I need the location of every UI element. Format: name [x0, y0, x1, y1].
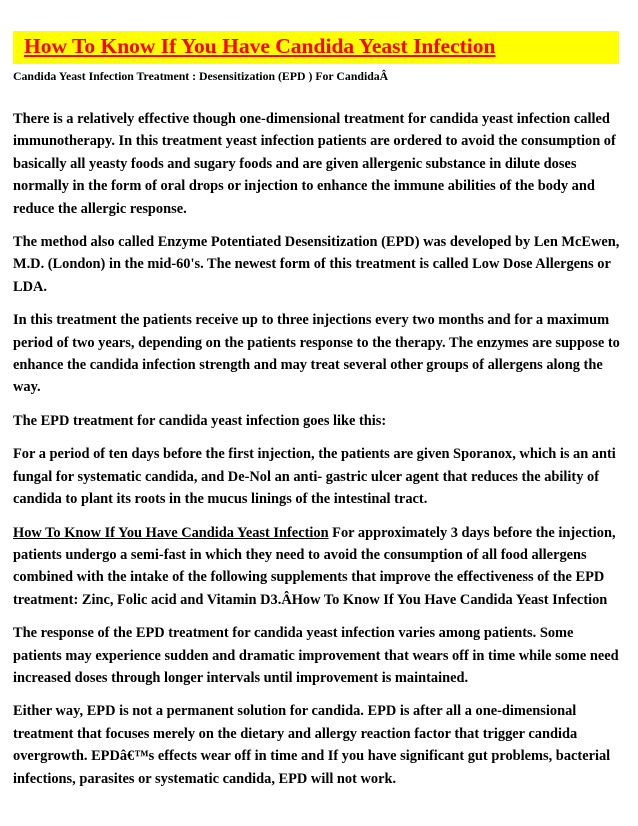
paragraph-response: The response of the EPD treatment for candida yeast infection varies among patients. Some patients may experience sudden and dramatic improvement that wears off in time while some need increased doses through longer intervals until improvement is maintained. — [13, 625, 619, 686]
semi-fast-text: For approximately 3 days before the injection, patients undergo a semi-fast in which they need to avoid the consumption of all food allergens combined with the intake of the following supplements that improve the effectiveness of the EPD treatment: Zinc, Folic acid and Vitamin D3.ÂHow To Know If You Have Candida Yeast Infection — [13, 524, 616, 608]
paragraph-semi-fast — [13, 522, 625, 612]
paragraph-sporanox: For a period of ten days before the first injection, the patients are given Sporanox, which is an anti fungal for systematic candida, and De-Nol an anti- gastric ulcer agent that reduces the ability of candida to plant its roots in the mucus linings of the intestinal tract. — [13, 446, 616, 508]
paragraph-conclusion: Either way, EPD is not a permanent solution for candida. EPD is after all a one-dimensional treatment that focuses merely on the dietary and allergy reaction factor that trigger candida overgrowth. EPDâ€™s effects wear off in time and If you have significant gut problems, bacterial infections, parasites or systematic candida, EPD will not work. — [13, 703, 611, 787]
article-body — [13, 108, 625, 801]
paragraph-immunotherapy: There is a relatively effective though one-dimensional treatment for candida yeast infection called immunotherapy. In this treatment yeast infection patients are ordered to avoid the consumption of basically all yeasty foods and sugary foods and are given allergenic substance in dilute doses normally in the form of oral drops or injection to enhance the immune abilities of the body and reduce the allergic response. — [13, 111, 616, 217]
page-title: How To Know If You Have Candida Yeast Infection — [24, 34, 496, 58]
candida-article-link[interactable]: How To Know If You Have Candida Yeast Infection — [13, 524, 329, 541]
paragraph-injections: In this treatment the patients receive up to three injections every two months and for a maximum period of two years, depending on the patients response to the therapy. The enzymes are suppose to enhance the candida infection strength and may treat several other groups of allergens along the way. — [13, 312, 620, 396]
page-subtitle: Candida Yeast Infection Treatment : Desensitization (EPD ) For CandidaÂ — [13, 69, 389, 83]
paragraph-treatment-intro: The EPD treatment for candida yeast infection goes like this: — [13, 412, 387, 429]
title-banner — [13, 31, 619, 64]
paragraph-epd-history: The method also called Enzyme Potentiated Desensitization (EPD) was developed by Len McEwen, M.D. (London) in the mid-60's. The newest form of this treatment is called Low Dose Allergens or LDA. — [13, 234, 620, 295]
